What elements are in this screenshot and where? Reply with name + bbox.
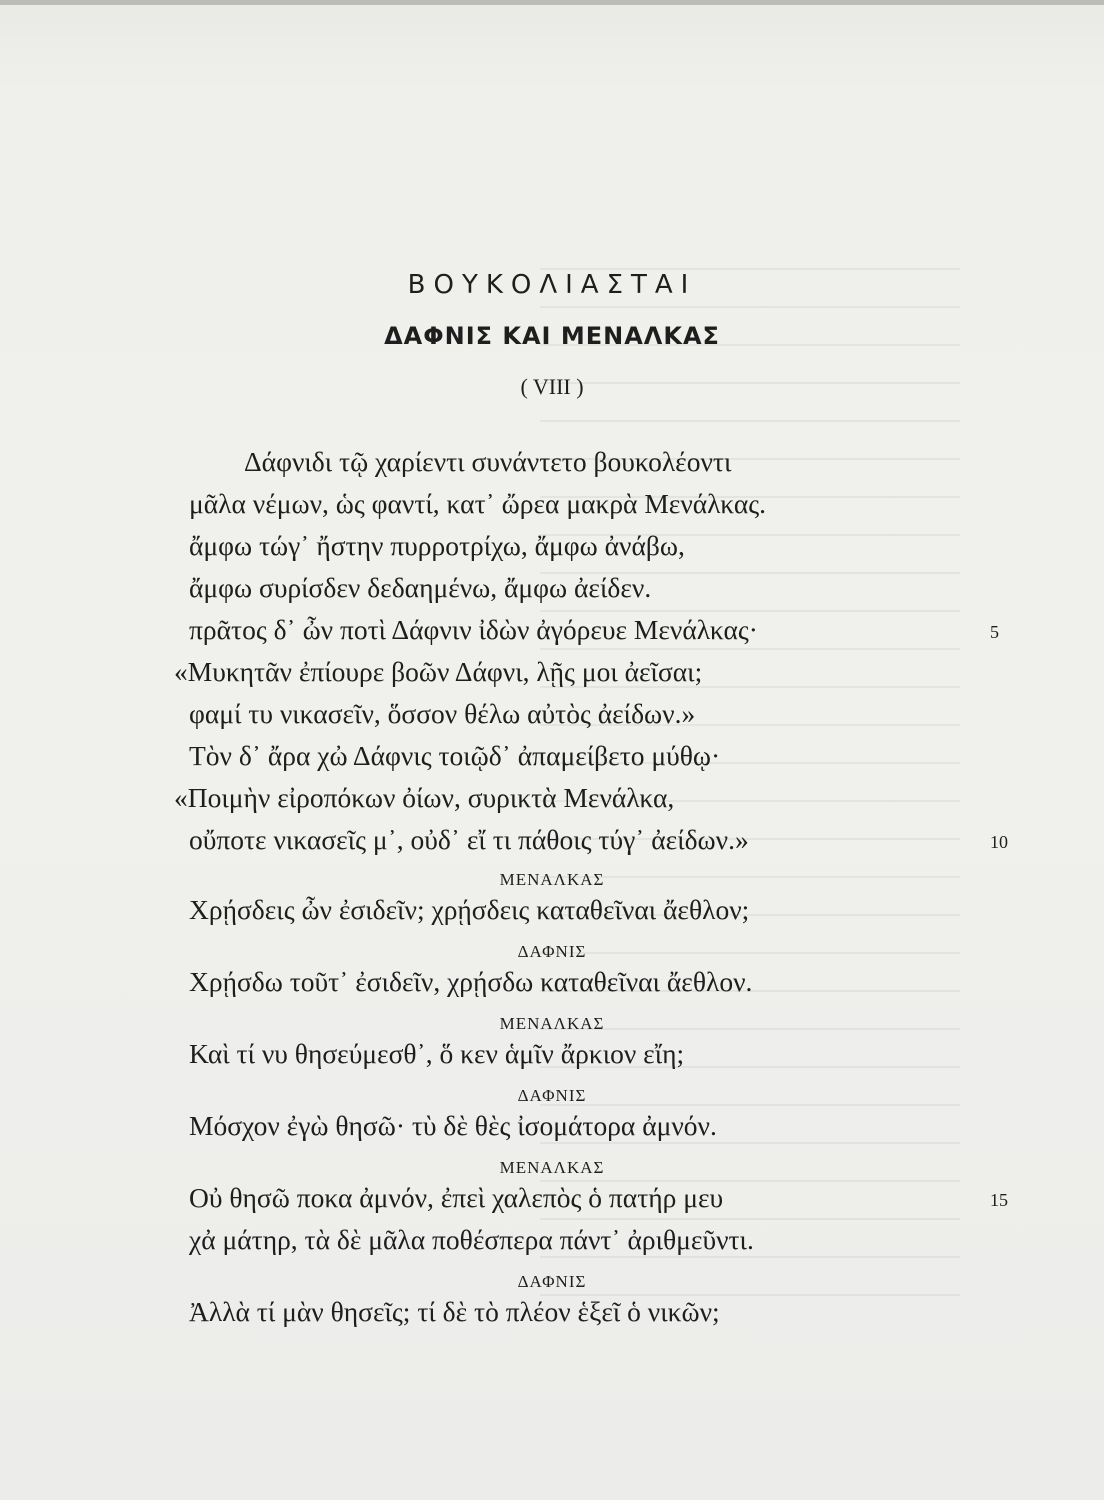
verse-line-9: «Ποιμὴν εἰροπόκων ὀίων, συρικτὰ Μενάλκα,: [174, 782, 675, 813]
verse-line-12: Χρῄσδω τοῦτ᾽ ἐσιδεῖν, χρῄσδω καταθεῖναι ἄεθλον.: [189, 966, 753, 997]
verse-line-6: «Μυκητᾶν ἐπίουρε βοῶν Δάφνι, λῇς μοι ἀεῖσαι;: [174, 656, 703, 687]
verse-line-15: Οὐ θησῶ ποκα ἀμνόν, ἐπεὶ χαλεπὸς ὁ πατήρ μευ: [189, 1182, 724, 1213]
verse-line-8: Τὸν δ᾽ ἄρα χὠ Δάφνις τοιῷδ᾽ ἀπαμείβετο μύθῳ·: [189, 740, 721, 771]
line-number-5: 5: [990, 622, 999, 642]
verse-line-5: πρᾶτος δ᾽ ὦν ποτὶ Δάφνιν ἰδὼν ἀγόρευε Μενάλκας·: [189, 614, 758, 645]
verse-line-13: Καὶ τί νυ θησεύμεσθ᾽, ὅ κεν ἁμῖν ἄρκιον εἴη;: [189, 1038, 685, 1069]
line-number-10: 10: [990, 832, 1008, 852]
poem-title: ΒΟΥΚΟΛΙΑΣΤΑΙ: [407, 270, 697, 300]
speaker-label-daphnis: ΔΑΦΝΙΣ: [517, 1272, 587, 1291]
verse-line-14: Μόσχον ἐγὼ θησῶ· τὺ δὲ θὲς ἰσομάτορα ἀμνόν.: [189, 1110, 717, 1141]
verse-line-2: μᾶλα νέμων, ὡς φαντί, κατ᾽ ὤρεα μακρὰ Μενάλκας.: [189, 488, 767, 519]
idyll-number: ( VIII ): [520, 374, 584, 399]
speaker-label-daphnis: ΔΑΦΝΙΣ: [517, 1086, 587, 1105]
verse-line-7: φαμί τυ νικασεῖν, ὅσσον θέλω αὐτὸς ἀείδων.»: [189, 698, 696, 729]
speaker-label-menalkas: ΜΕΝΑΛΚΑΣ: [499, 1158, 605, 1177]
speaker-label-menalkas: ΜΕΝΑΛΚΑΣ: [499, 1014, 605, 1033]
speaker-label-menalkas: ΜΕΝΑΛΚΑΣ: [499, 870, 605, 889]
verse-line-4: ἄμφω συρίσδεν δεδαημένω, ἄμφω ἀείδεν.: [189, 572, 652, 603]
poem-subtitle: ΔΑΦΝΙΣ ΚΑΙ ΜΕΝΑΛΚΑΣ: [384, 322, 720, 350]
speaker-label-daphnis: ΔΑΦΝΙΣ: [517, 942, 587, 961]
verse-line-3: ἄμφω τώγ᾽ ἤστην πυρροτρίχω, ἄμφω ἀνάβω,: [189, 530, 685, 561]
line-number-15: 15: [990, 1190, 1008, 1210]
verse-line-17: Ἀλλὰ τί μὰν θησεῖς; τί δὲ τὸ πλέον ἑξεῖ ὁ νικῶν;: [189, 1296, 720, 1327]
verse-line-10: οὔποτε νικασεῖς μ᾽, οὐδ᾽ εἴ τι πάθοις τύγ᾽ ἀείδων.»: [189, 824, 749, 855]
page-top-edge: [0, 0, 1104, 5]
verse-line-16: χἀ μάτηρ, τὰ δὲ μᾶλα ποθέσπερα πάντ᾽ ἀριθμεῦντι.: [189, 1224, 754, 1255]
verse-line-11: Χρῄσδεις ὦν ἐσιδεῖν; χρῄσδεις καταθεῖναι ἄεθλον;: [189, 894, 750, 925]
verse-line-1: Δάφνιδι τῷ χαρίεντι συνάντετο βουκολέοντι: [244, 446, 732, 477]
